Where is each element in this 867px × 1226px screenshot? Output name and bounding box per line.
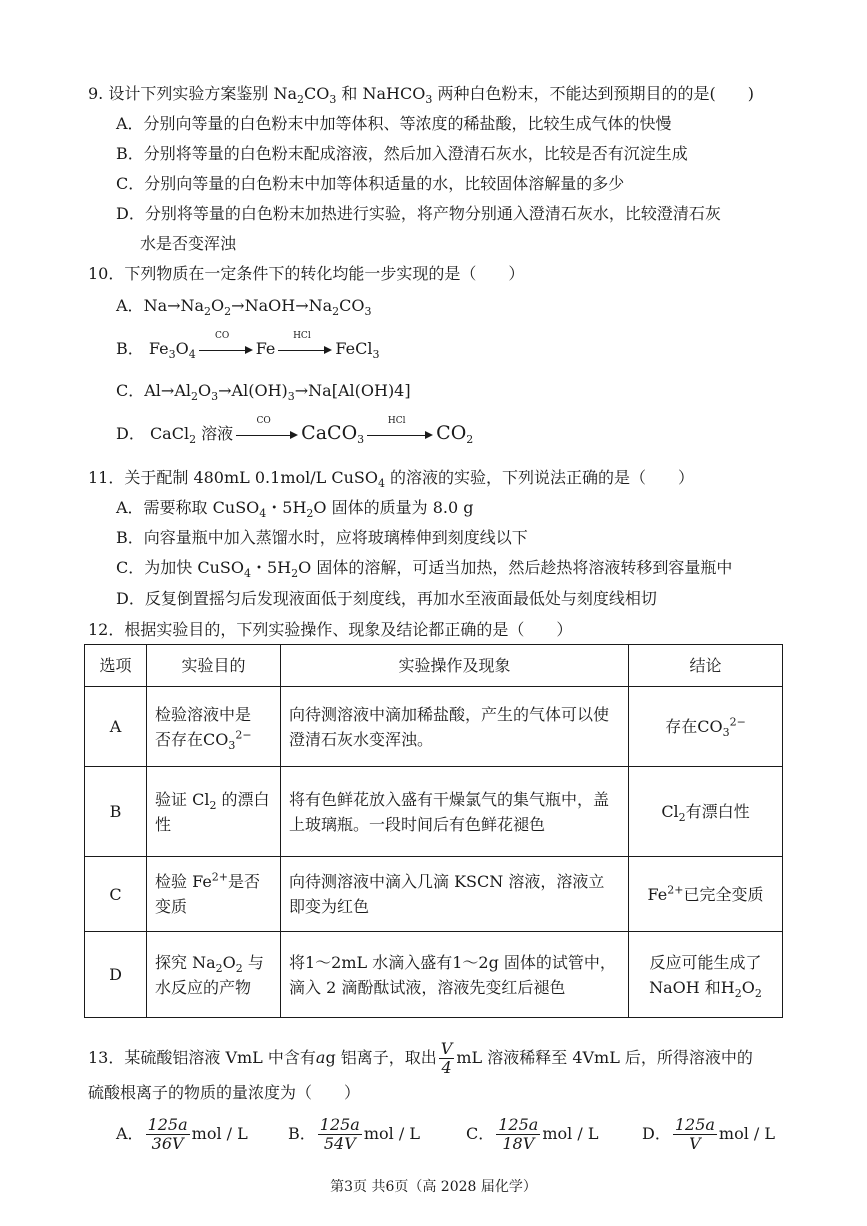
q13-stem-cont: 硫酸根离子的物质的量浓度为（ ） <box>88 1083 361 1102</box>
table-row <box>85 687 783 767</box>
q10-stem: 10．下列物质在一定条件下的转化均能一步实现的是（ ） <box>88 264 525 283</box>
header-conclusion: 结论 <box>629 645 783 687</box>
q11-option-d: D．反复倒置摇匀后发现液面低于刻度线，再加水至液面最低处与刻度线相切 <box>116 589 657 608</box>
header-operation: 实验操作及现象 <box>281 645 629 687</box>
q9-option-a: A．分别向等量的白色粉末中加等体积、等浓度的稀盐酸，比较生成气体的快慢 <box>116 114 672 133</box>
row-option: C <box>85 857 147 932</box>
reaction-arrow: CO <box>199 345 253 355</box>
q10-option-d: D． CaCl$_2$ 溶液 CO CaCO$_3$ HCl $CO_2$ <box>116 415 474 447</box>
q13-stem: 13．某硫酸铝溶液 VmL 中含有ag 铝离子，取出 $\frac{V}{4}$ mL 溶液稀释至 4VmL 后，所得溶液中的 <box>88 1039 753 1077</box>
row-conclusion: 反应可能生成了 NaOH 和$H_2O_2$ <box>629 932 783 1018</box>
table-row <box>85 857 783 932</box>
q13-option-d: D． $\frac{125a}{V}$ mol / L <box>642 1115 776 1153</box>
q13-option-c: C． $\frac{125a}{18V}$ mol / L <box>466 1115 599 1153</box>
q13-option-a: A． $\frac{125a}{36V}$ mol / L <box>116 1115 248 1153</box>
row-conclusion: 存在$CO_3^{2-}$ <box>629 687 783 767</box>
q9-stem: 9. 设计下列实验方案鉴别 $Na_2CO_3$ 和 NaHCO$_3$ 两种白色粉末，不能达到预期目的的是( ) <box>88 84 754 107</box>
q13-option-b: B． $\frac{125a}{54V}$ mol / L <box>288 1115 420 1153</box>
table-row <box>85 932 783 1018</box>
row-option: B <box>85 767 147 857</box>
row-option: D <box>85 932 147 1018</box>
reaction-arrow: CO <box>236 430 298 440</box>
table-row <box>85 767 783 857</box>
row-operation: 向待测溶液中滴入几滴 KSCN 溶液，溶液立即变为红色 <box>281 857 629 932</box>
q11-stem: 11．关于配制 480mL 0.1mol/L CuSO$_4$ 的溶液的实验，下列说法正确的是（ ） <box>88 468 695 491</box>
reaction-arrow: HCl <box>367 430 433 440</box>
q10-option-c: C．$Al\to Al_2O_3\to Al(OH)_3\to Na[Al(OH)4]$ <box>116 381 411 404</box>
row-goal: 检验溶液中是 否存在$CO_3^{2-}$ <box>147 687 281 767</box>
header-goal: 实验目的 <box>147 645 281 687</box>
table-header-row <box>85 645 783 687</box>
row-operation: 将1～2mL 水滴入盛有1～2g 固体的试管中，滴入 2 滴酚酞试液，溶液先变红后褪色 <box>281 932 629 1018</box>
q9-option-d: D．分别将等量的白色粉末加热进行实验，将产物分别通入澄清石灰水，比较澄清石灰 <box>116 204 721 223</box>
q10-option-a: A．$Na\to Na_2O_2\to NaOH\to Na_2CO_3$ <box>116 296 372 319</box>
reaction-arrow: HCl <box>278 345 332 355</box>
experiment-table <box>84 644 783 1018</box>
row-goal: 检验 $Fe^{2+}$是否变质 <box>147 857 281 932</box>
row-conclusion: $Fe^{2+}$已完全变质 <box>629 857 783 932</box>
q9-option-c: C．分别向等量的白色粉末中加等体积适量的水，比较固体溶解量的多少 <box>116 174 625 193</box>
q9-option-d-cont: 水是否变浑浊 <box>140 234 237 253</box>
q11-option-a: A．需要称取 CuSO$_4$・$5H_2O$ 固体的质量为 8.0 g <box>116 498 474 521</box>
row-goal: 探究 $Na_2O_2$ 与水反应的产物 <box>147 932 281 1018</box>
row-option: A <box>85 687 147 767</box>
q11-option-c: C．为加快 CuSO$_4$・$5H_2O$ 固体的溶解，可适当加热，然后趁热将溶液转移到容量瓶中 <box>116 558 733 581</box>
row-conclusion: $Cl_2$有漂白性 <box>629 767 783 857</box>
fraction: $\frac{V}{4}$ <box>440 1039 453 1077</box>
q11-option-b: B．向容量瓶中加入蒸馏水时，应将玻璃棒伸到刻度线以下 <box>116 528 528 547</box>
q10-option-b: B． $Fe_3O_4$ CO Fe HCl FeCl$_3$ <box>116 330 380 362</box>
row-operation: 向待测溶液中滴加稀盐酸，产生的气体可以使澄清石灰水变浑浊。 <box>281 687 629 767</box>
row-operation: 将有色鲜花放入盛有干燥氯气的集气瓶中，盖上玻璃瓶。一段时间后有色鲜花褪色 <box>281 767 629 857</box>
header-option: 选项 <box>85 645 147 687</box>
page-footer: 第3页 共6页（高 2028 届化学） <box>330 1179 537 1195</box>
row-goal: 验证 $Cl_2$ 的漂白性 <box>147 767 281 857</box>
q12-stem: 12．根据实验目的，下列实验操作、现象及结论都正确的是（ ） <box>88 620 573 639</box>
q9-option-b: B．分别将等量的白色粉末配成溶液，然后加入澄清石灰水，比较是否有沉淀生成 <box>116 144 688 163</box>
